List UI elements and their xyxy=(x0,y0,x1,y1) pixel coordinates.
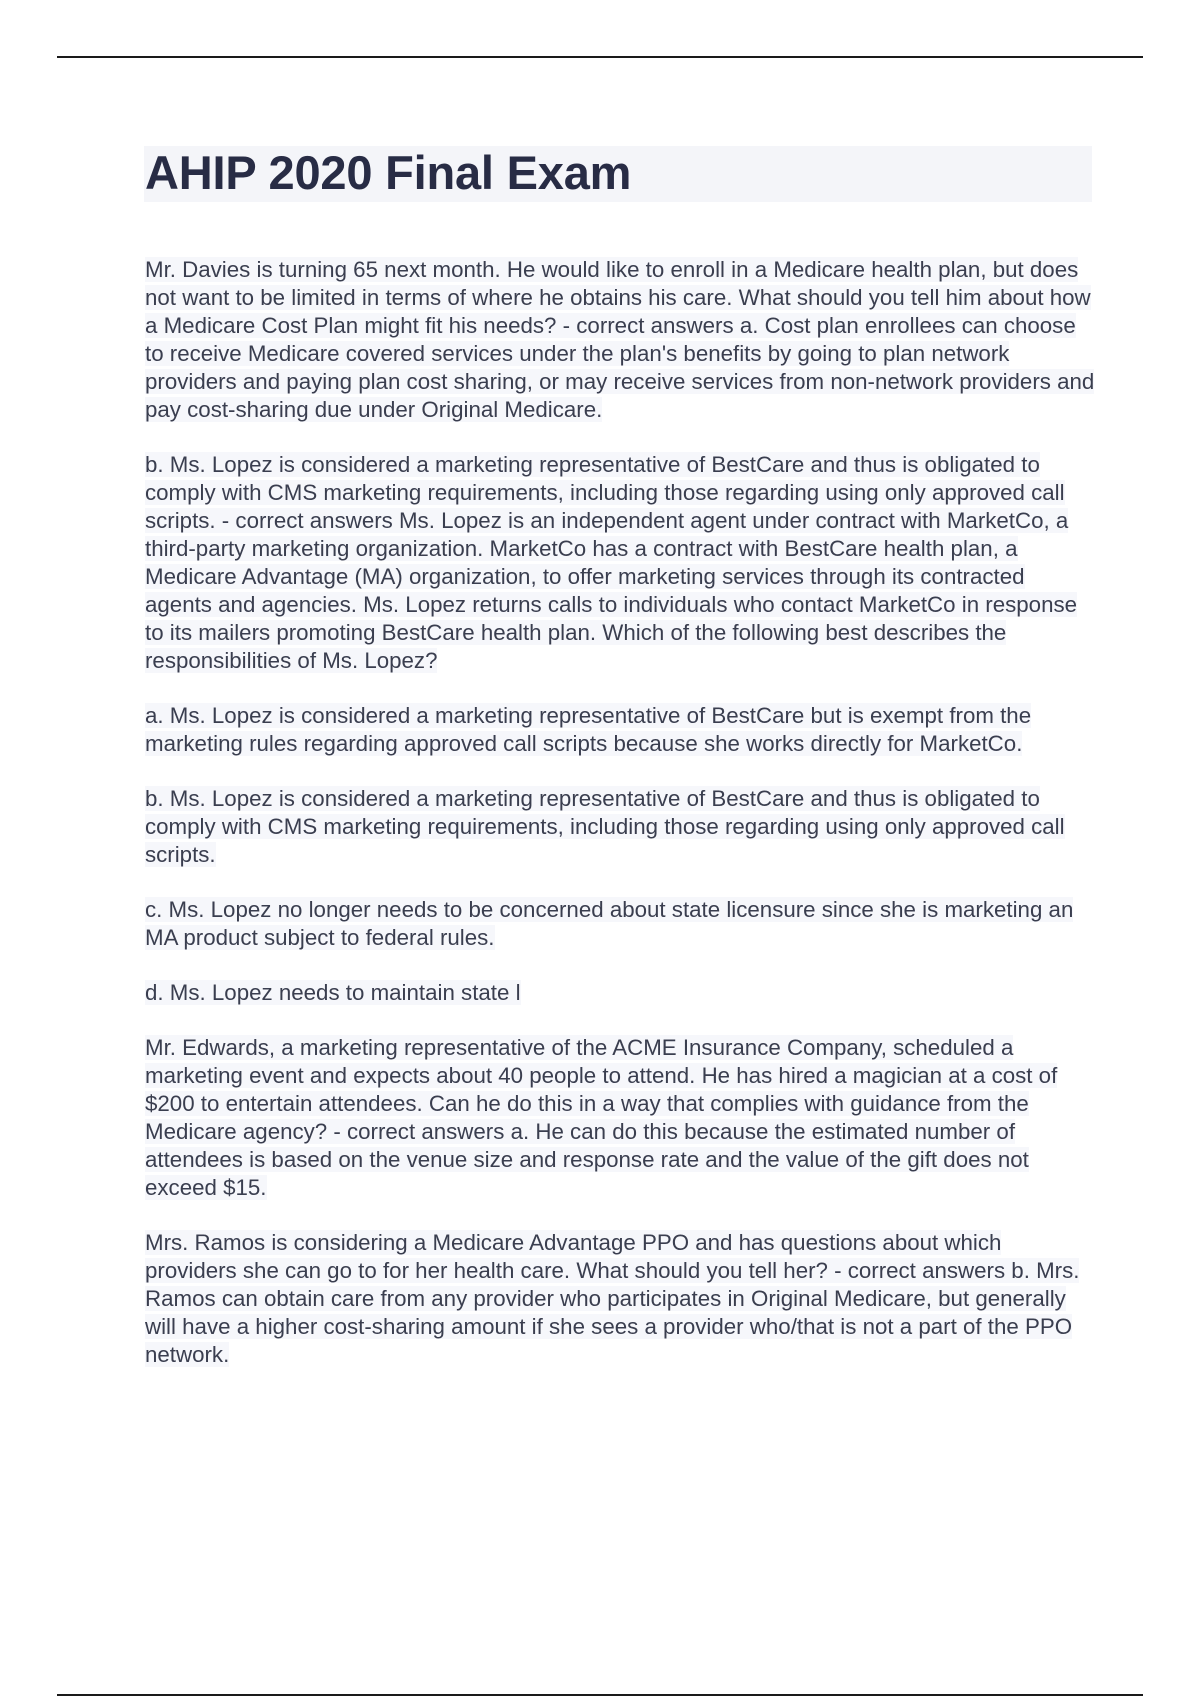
answer-option-paragraph: d. Ms. Lopez needs to maintain state l xyxy=(145,980,521,1005)
question-paragraph: Mr. Edwards, a marketing representative of the ACME Insurance Company, scheduled a marketing event and expects about 40 people to attend. He has hired a magician at a cost of $200 to entertain attendees. Can he do this in a way that complies with guidance from the Medicare agency? - correct answers a. He can do this because the estimated number of attendees is based on the venue size and response rate and the value of the gift does not exceed $15. xyxy=(145,1035,1058,1200)
question-paragraph: b. Ms. Lopez is considered a marketing representative of BestCare and thus is obligated to comply with CMS marketing requirements, including those regarding using only approved call scripts. - correct answers Ms. Lopez is an independent agent under contract with MarketCo, a third-party marketing organization. MarketCo has a contract with BestCare health plan, a Medicare Advantage (MA) organization, to offer marketing services through its contracted agents and agencies. Ms. Lopez returns calls to individuals who contact MarketCo in response to its mailers promoting BestCare health plan. Which of the following best describes the responsibilities of Ms. Lopez? xyxy=(145,452,1078,673)
question-paragraph: Mr. Davies is turning 65 next month. He would like to enroll in a Medicare health plan, but does not want to be limited in terms of where he obtains his care. What should you tell him about how a Medicare Cost Plan might fit his needs? - correct answers a. Cost plan enrollees can choose to receive Medicare covered services under the plan's benefits by going to plan network providers and paying plan cost sharing, or may receive services from non-network providers and pay cost-sharing due under Original Medicare. xyxy=(145,257,1095,422)
top-divider xyxy=(57,56,1143,58)
answer-option-paragraph: c. Ms. Lopez no longer needs to be concerned about state licensure since she is marketing an MA product subject to federal rules. xyxy=(145,897,1074,950)
answer-option-paragraph: a. Ms. Lopez is considered a marketing representative of BestCare but is exempt from the marketing rules regarding approved call scripts because she works directly for MarketCo. xyxy=(145,703,1032,756)
question-paragraph: Mrs. Ramos is considering a Medicare Advantage PPO and has questions about which providers she can go to for her health care. What should you tell her? - correct answers b. Mrs. Ramos can obtain care from any provider who participates in Original Medicare, but generally will have a higher cost-sharing amount if she sees a provider who/that is not a part of the PPO network. xyxy=(145,1230,1080,1367)
document-body xyxy=(145,256,1095,1396)
bottom-divider xyxy=(57,1694,1143,1696)
answer-option-paragraph: b. Ms. Lopez is considered a marketing representative of BestCare and thus is obligated to comply with CMS marketing requirements, including those regarding using only approved call scripts. xyxy=(145,786,1065,867)
page-title: AHIP 2020 Final Exam xyxy=(145,146,632,199)
